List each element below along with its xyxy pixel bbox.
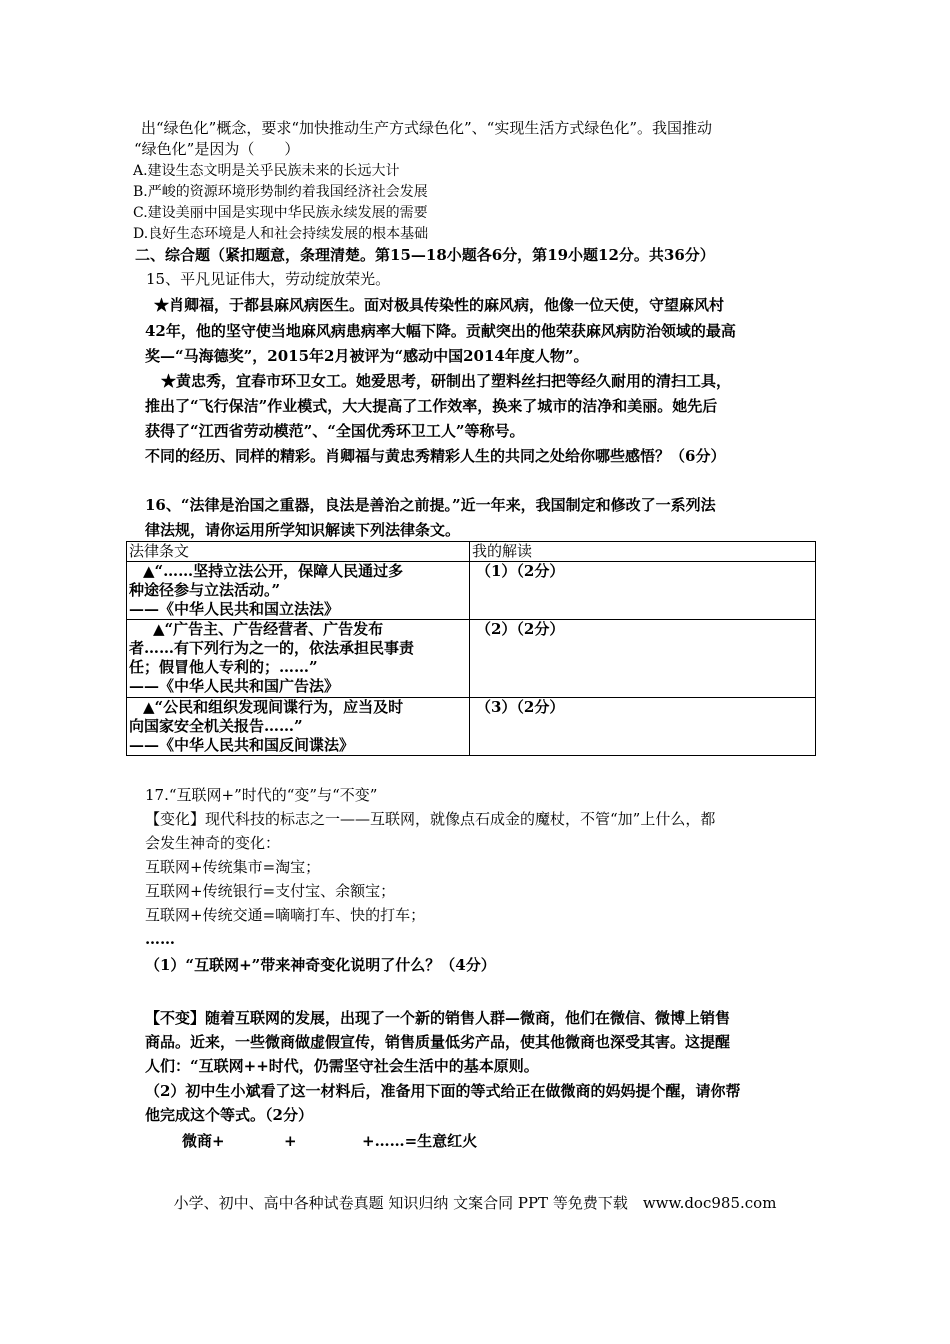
law-source: ——《中华人民共和国反间谍法》 xyxy=(129,736,355,754)
law-table-header xyxy=(127,542,816,562)
q17-change-line2: 会发生神奇的变化： xyxy=(145,834,281,852)
q17-question-2-line1: （2）初中生小斌看了这一材料后，准备用下面的等式给正在做微商的妈妈提个醒，请你帮 xyxy=(145,1082,741,1100)
law-source: ——《中华人民共和国立法法》 xyxy=(129,600,340,618)
q17-equation-2: 互联网+传统银行=支付宝、余额宝； xyxy=(145,882,396,900)
law-text-line: 者……有下列行为之一的，依法承担民事责 xyxy=(129,639,415,657)
formula-start: 微商+ xyxy=(182,1132,225,1150)
answer-cell-3[interactable] xyxy=(470,698,816,756)
q17-question-1: （1）“互联网+”带来神奇变化说明了什么？（4分） xyxy=(145,956,496,974)
q14-stem-line1: 出“绿色化”概念，要求“加快推动生产方式绿色化”、“实现生活方式绿色化”。我国推动 xyxy=(141,119,713,137)
q15-para2-line1: ★黄忠秀，宜春市环卫女工。她爱思考，研制出了塑料丝扫把等经久耐用的清扫工具， xyxy=(161,372,732,390)
answer-label: （2）（2分） xyxy=(476,620,565,638)
law-text-line: ▲“公民和组织发现间谍行为，应当及时 xyxy=(143,698,404,716)
answer-label: （1）（2分） xyxy=(476,562,565,580)
q14-option-d: D.良好生态环境是人和社会持续发展的根本基础 xyxy=(133,226,429,242)
q15-question: 不同的经历、同样的精彩。肖卿福与黄忠秀精彩人生的共同之处给你哪些感悟？（6分） xyxy=(145,447,726,465)
q17-unchanged-line2: 商品。近来，一些微商做虚假宣传，销售质量低劣产品，使其他微商也深受其害。这提醒 xyxy=(145,1033,731,1051)
q14-option-b: B.严峻的资源环境形势制约着我国经济社会发展 xyxy=(133,184,428,200)
formula-end: +……=生意红火 xyxy=(362,1132,478,1150)
q16-intro-line2: 律法规，请你运用所学知识解读下列法律条文。 xyxy=(145,521,461,539)
q15-para1-line3: 奖—“马海德奖”，2015年2月被评为“感动中国2014年度人物”。 xyxy=(145,347,589,365)
law-text-line: 向国家安全机关报告……” xyxy=(129,717,303,735)
q15-para2-line2: 推出了“飞行保洁”作业模式，大大提高了工作效率，换来了城市的洁净和美丽。她先后 xyxy=(145,397,718,415)
answer-cell-1[interactable] xyxy=(470,562,816,620)
law-text-cell-1 xyxy=(127,562,470,620)
answer-label: （3）（2分） xyxy=(476,698,565,716)
law-row-3 xyxy=(127,698,816,756)
law-text-line: ▲“……坚持立法公开，保障人民通过多 xyxy=(143,562,404,580)
q15-para1-line2: 42年，他的坚守使当地麻风病患病率大幅下降。贡献突出的他荣获麻风病防治领域的最高 xyxy=(145,322,736,340)
q14-option-c: C.建设美丽中国是实现中华民族永续发展的需要 xyxy=(133,205,428,221)
q15-para1-line1: ★肖卿福，于都县麻风病医生。面对极具传染性的麻风病，他像一位天使，守望麻风村 xyxy=(154,296,725,314)
q14-option-a: A.建设生态文明是关乎民族未来的长远大计 xyxy=(133,163,400,179)
law-text-line: 种途径参与立法活动。” xyxy=(129,581,281,599)
q17-equation-3: 互联网+传统交通=嘀嘀打车、快的打车； xyxy=(145,906,426,924)
formula-plus: + xyxy=(284,1132,297,1150)
section2-title: 二、综合题（紧扣题意，条理清楚。第15—18小题各6分，第19小题12分。共36分） xyxy=(135,246,715,264)
law-text-cell-3 xyxy=(127,698,470,756)
q17-equation-1: 互联网+传统集市=淘宝； xyxy=(145,858,321,876)
q14-stem-line2: “绿色化”是因为（ ） xyxy=(134,140,300,158)
q17-unchanged-line3: 人们：“互联网++时代，仍需坚守社会生活中的基本原则。 xyxy=(145,1057,539,1075)
header-my-reading: 我的解读 xyxy=(470,542,816,562)
law-text-line: 任；假冒他人专利的；……” xyxy=(129,658,318,676)
q15-para2-line3: 获得了“江西省劳动模范”、“全国优秀环卫工人”等称号。 xyxy=(145,422,525,440)
answer-cell-2[interactable] xyxy=(470,620,816,698)
law-source: ——《中华人民共和国广告法》 xyxy=(129,677,340,695)
q17-question-2-line2: 他完成这个等式。（2分） xyxy=(145,1106,313,1124)
law-row-1 xyxy=(127,562,816,620)
q17-title: 17.“互联网+”时代的“变”与“不变” xyxy=(145,786,378,804)
q17-unchanged-line1: 【不变】随着互联网的发展，出现了一个新的销售人群—微商，他们在微信、微博上销售 xyxy=(145,1009,731,1027)
law-table xyxy=(126,541,816,756)
page-footer: 小学、初中、高中各种试卷真题 知识归纳 文案合同 PPT 等免费下载 www.doc985.com xyxy=(173,1194,777,1212)
q16-intro-line1: 16、“法律是治国之重器，良法是善治之前提。”近一年来，我国制定和修改了一系列法 xyxy=(145,496,716,514)
q15-title: 15、平凡见证伟大，劳动绽放荣光。 xyxy=(146,270,391,288)
law-text-cell-2 xyxy=(127,620,470,698)
law-row-2 xyxy=(127,620,816,698)
q17-ellipsis: …… xyxy=(145,930,175,948)
header-law-text: 法律条文 xyxy=(127,542,470,562)
q17-change-line1: 【变化】现代科技的标志之一——互联网，就像点石成金的魔杖，不管“加”上什么，都 xyxy=(145,810,716,828)
law-text-line: ▲“广告主、广告经营者、广告发布 xyxy=(153,620,384,638)
